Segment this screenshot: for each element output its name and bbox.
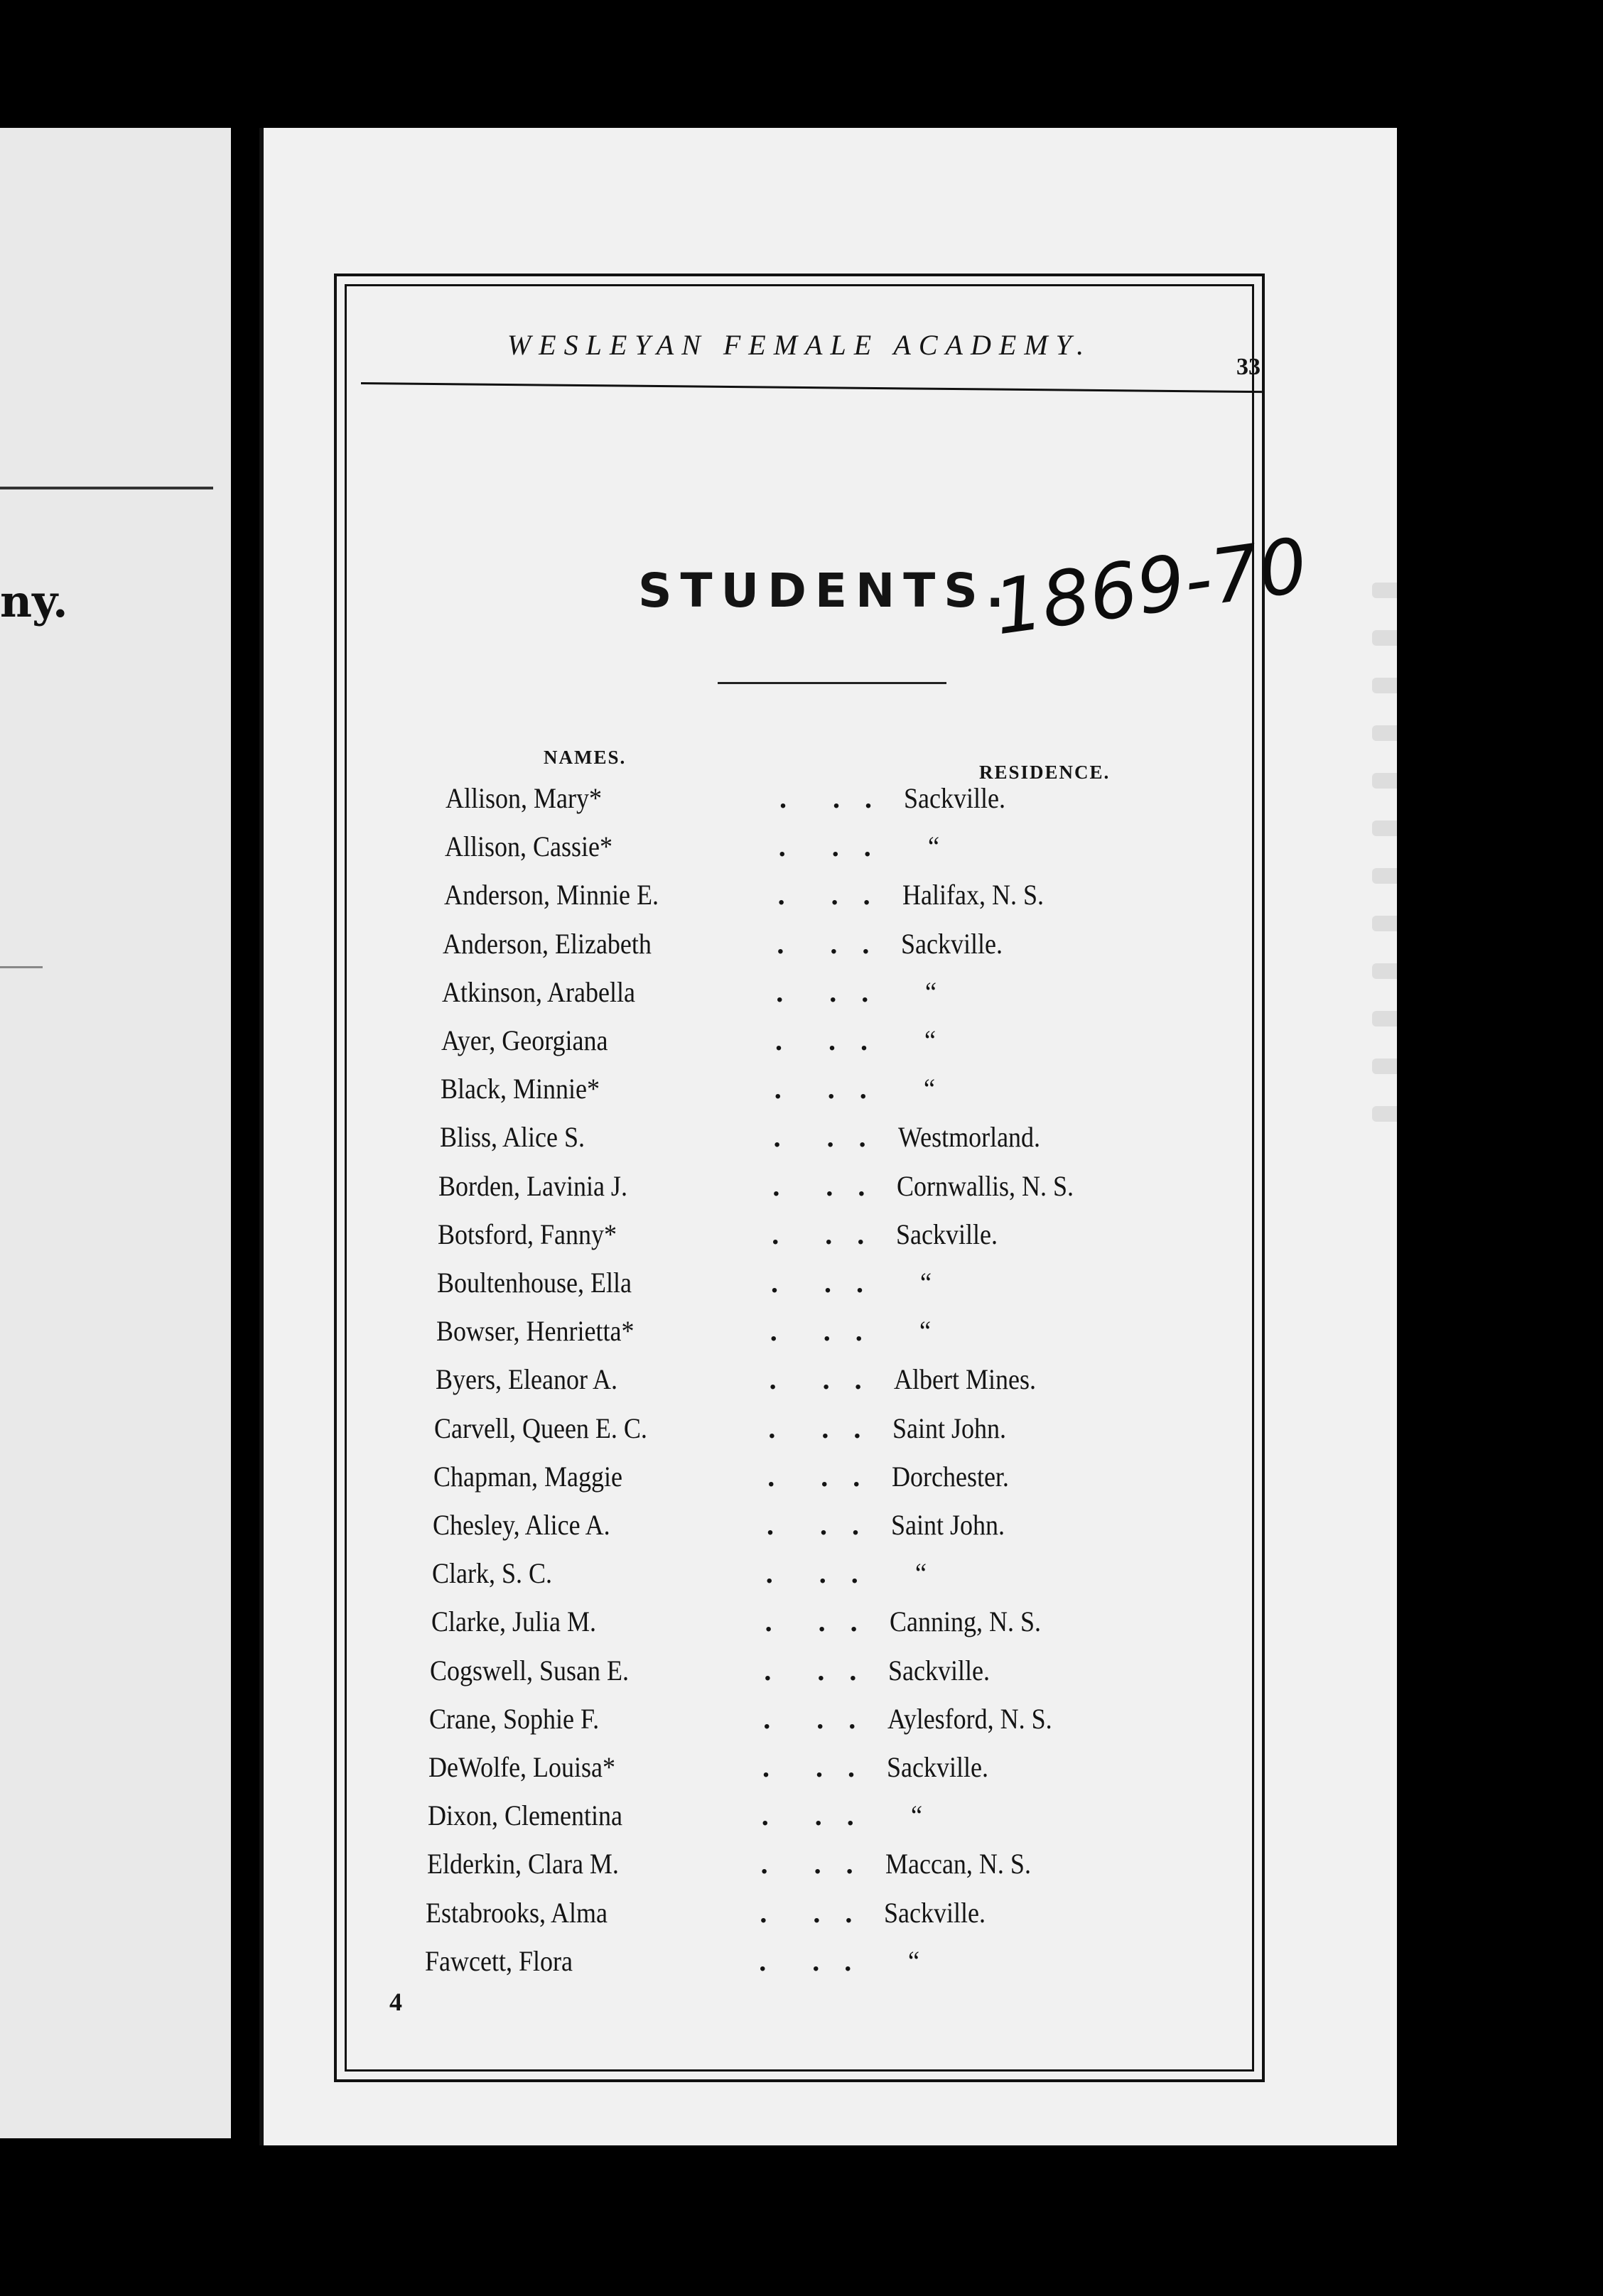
leader-dot: . (831, 830, 839, 863)
student-name: Botsford, Fanny* (438, 1218, 617, 1250)
leader-dot: . (819, 1557, 826, 1590)
student-row (436, 1363, 1359, 1409)
student-row (433, 1460, 1357, 1507)
student-name: Atkinson, Arabella (442, 975, 636, 1008)
leader-dot: . (817, 1654, 825, 1686)
student-row (438, 1218, 1361, 1265)
leader-dot: . (846, 1799, 854, 1832)
student-name: Clark, S. C. (431, 1557, 552, 1590)
leader-dot: . (813, 1896, 821, 1929)
student-residence: Sackville. (888, 1654, 991, 1686)
leader-dot: . (862, 927, 870, 960)
page-title: STUDENTS. (638, 563, 1013, 618)
leader-dot: . (831, 879, 838, 911)
student-residence: Canning, N. S. (889, 1605, 1041, 1638)
student-residence: “ (920, 1267, 932, 1299)
student-name: Anderson, Minnie E. (443, 879, 659, 911)
printer-signature-mark: 4 (389, 1988, 402, 2016)
student-residence: Saint John. (892, 1412, 1007, 1444)
student-row (427, 1847, 1351, 1894)
leader-dot: . (816, 1751, 823, 1783)
student-row (428, 1750, 1352, 1797)
leader-dot: . (759, 1944, 767, 1977)
column-header-residence: RESIDENCE. (979, 762, 1111, 783)
leader-dot: . (863, 879, 870, 911)
student-name: Chesley, Alice A. (433, 1509, 610, 1541)
student-residence: Aylesford, N. S. (887, 1702, 1052, 1735)
student-residence: Westmorland. (897, 1121, 1040, 1154)
leader-dot: . (829, 1024, 836, 1056)
student-name: DeWolfe, Louisa* (428, 1751, 616, 1783)
leader-dot: . (762, 1751, 770, 1783)
leader-dot: . (855, 1315, 863, 1348)
leader-dot: . (849, 1654, 857, 1686)
student-row (433, 1508, 1356, 1555)
page-number: 33 (1236, 354, 1261, 380)
student-row (441, 1072, 1364, 1119)
student-row (440, 1120, 1364, 1167)
leader-dot: . (861, 975, 869, 1008)
leader-dot: . (824, 1267, 831, 1299)
leader-dot: . (772, 1169, 780, 1202)
leader-dot: . (865, 782, 872, 814)
student-name: Carvell, Queen E. C. (434, 1412, 648, 1444)
student-name: Black, Minnie* (440, 1073, 600, 1105)
leader-dot: . (765, 1557, 773, 1590)
leader-dot: . (814, 1848, 821, 1880)
student-name: Boultenhouse, Ella (437, 1267, 632, 1299)
student-residence: Dorchester. (892, 1460, 1010, 1493)
student-row (436, 1314, 1360, 1361)
leader-dot: . (830, 927, 838, 960)
student-name: Dixon, Clementina (427, 1799, 622, 1832)
student-residence: “ (927, 830, 939, 863)
student-residence: Halifax, N. S. (902, 879, 1044, 911)
student-residence: Sackville. (896, 1218, 998, 1250)
leader-dot: . (775, 1024, 782, 1056)
leader-dot: . (773, 1121, 781, 1154)
student-row (429, 1702, 1353, 1749)
student-residence: “ (925, 975, 937, 1008)
student-name: Estabrooks, Alma (426, 1896, 608, 1929)
leader-dot: . (763, 1702, 771, 1735)
student-name: Crane, Sophie F. (429, 1702, 600, 1735)
student-residence: Cornwallis, N. S. (897, 1169, 1074, 1202)
student-name: Ayer, Georgiana (441, 1024, 608, 1056)
left-page-fragment-text: ny. (0, 575, 68, 627)
leader-dot: . (779, 782, 787, 814)
student-row (441, 1024, 1365, 1071)
student-row (430, 1654, 1354, 1701)
student-residence: “ (923, 1073, 935, 1105)
student-residence: “ (914, 1557, 927, 1590)
leader-dot: . (776, 975, 784, 1008)
leader-dot: . (769, 1363, 777, 1396)
student-row (443, 927, 1366, 974)
leader-dot: . (777, 927, 784, 960)
leader-dot: . (760, 1848, 768, 1880)
running-head: WESLEYAN FEMALE ACADEMY. (507, 329, 1092, 361)
student-row (442, 975, 1366, 1022)
leader-dot: . (848, 1751, 855, 1783)
student-name: Anderson, Elizabeth (443, 927, 652, 960)
student-row (446, 781, 1369, 828)
student-name: Chapman, Maggie (433, 1460, 623, 1493)
student-name: Allison, Mary* (446, 782, 602, 814)
student-residence: Saint John. (891, 1509, 1005, 1541)
leader-dot: . (859, 1073, 867, 1105)
student-residence: “ (910, 1799, 922, 1832)
leader-dot: . (848, 1702, 856, 1735)
leader-dot: . (822, 1363, 830, 1396)
student-row (425, 1944, 1349, 1991)
leader-dot: . (767, 1509, 774, 1541)
leader-dot: . (764, 1654, 772, 1686)
leader-dot: . (778, 830, 786, 863)
leader-dot: . (826, 1169, 833, 1202)
column-header-names: NAMES. (544, 747, 627, 768)
student-name: Allison, Cassie* (444, 830, 612, 863)
leader-dot: . (812, 1944, 820, 1977)
leader-dot: . (845, 1896, 853, 1929)
leader-dot: . (829, 975, 837, 1008)
handwritten-year-annotation: 1869-70 (988, 521, 1313, 652)
leader-dot: . (860, 1024, 868, 1056)
student-residence: Maccan, N. S. (885, 1848, 1031, 1880)
student-residence: “ (924, 1024, 936, 1056)
leader-dot: . (825, 1218, 833, 1250)
student-residence: Sackville. (901, 927, 1003, 960)
leader-dot: . (852, 1509, 859, 1541)
leader-dot: . (827, 1073, 835, 1105)
student-name: Bliss, Alice S. (439, 1121, 585, 1154)
leader-dot: . (772, 1218, 779, 1250)
leader-dot: . (846, 1848, 853, 1880)
student-name: Bowser, Henrietta* (436, 1315, 635, 1348)
leader-dot: . (851, 1557, 858, 1590)
leader-dot: . (821, 1412, 829, 1444)
leader-dot: . (857, 1218, 865, 1250)
leader-dot: . (844, 1944, 852, 1977)
leader-dot: . (774, 1073, 782, 1105)
student-name: Clarke, Julia M. (431, 1605, 596, 1638)
leader-dot: . (821, 1460, 829, 1493)
leader-dot: . (820, 1509, 827, 1541)
student-residence: “ (908, 1944, 920, 1977)
student-name: Borden, Lavinia J. (438, 1169, 628, 1202)
leader-dot: . (850, 1605, 858, 1638)
student-row (431, 1605, 1355, 1652)
leader-dot: . (853, 1460, 860, 1493)
student-name: Elderkin, Clara M. (426, 1848, 619, 1880)
student-row (434, 1412, 1358, 1458)
leader-dot: . (768, 1412, 776, 1444)
student-name: Fawcett, Flora (425, 1944, 573, 1977)
leader-dot: . (823, 1315, 831, 1348)
student-residence: “ (919, 1315, 931, 1348)
student-row (444, 878, 1368, 925)
student-row (426, 1896, 1349, 1943)
leader-dot: . (777, 879, 785, 911)
leader-dot: . (856, 1267, 863, 1299)
student-residence: Sackville. (904, 782, 1005, 814)
leader-dot: . (767, 1460, 775, 1493)
leader-dot: . (760, 1896, 767, 1929)
leader-dot: . (854, 1363, 862, 1396)
leader-dot: . (765, 1605, 772, 1638)
leader-dot: . (863, 830, 871, 863)
student-row (445, 830, 1369, 877)
leader-dot: . (858, 1169, 865, 1202)
student-residence: Sackville. (884, 1896, 986, 1929)
student-row (432, 1556, 1356, 1603)
student-row (437, 1266, 1361, 1313)
leader-dot: . (853, 1412, 861, 1444)
leader-dot: . (814, 1799, 822, 1832)
leader-dot: . (858, 1121, 866, 1154)
student-name: Cogswell, Susan E. (430, 1654, 630, 1686)
leader-dot: . (770, 1315, 777, 1348)
leader-dot: . (826, 1121, 834, 1154)
leader-dot: . (761, 1799, 769, 1832)
student-name: Byers, Eleanor A. (435, 1363, 617, 1396)
leader-dot: . (818, 1605, 826, 1638)
student-residence: Albert Mines. (893, 1363, 1036, 1396)
leader-dot: . (833, 782, 840, 814)
leader-dot: . (771, 1267, 778, 1299)
student-row (438, 1169, 1362, 1216)
student-residence: Sackville. (887, 1751, 988, 1783)
student-row (428, 1799, 1351, 1846)
leader-dot: . (816, 1702, 824, 1735)
